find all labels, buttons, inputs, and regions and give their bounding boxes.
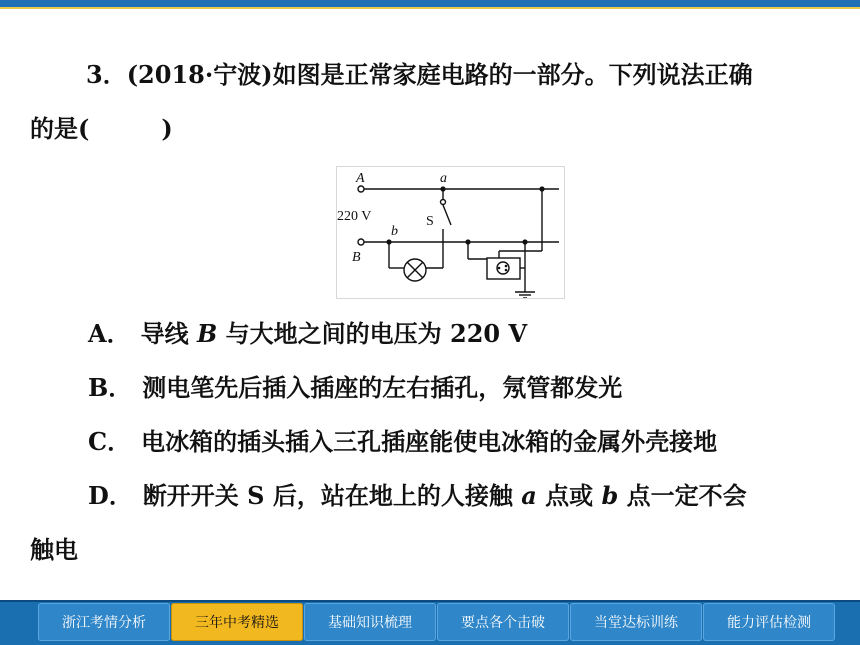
label-a: a — [440, 171, 447, 186]
question-paren-close: ) — [161, 114, 173, 143]
option-d-text-1: 断开开关 S 后，站在地上的人接触 — [142, 481, 522, 510]
switch-blade — [443, 205, 451, 225]
option-a[interactable] — [88, 314, 527, 349]
label-B: B — [352, 250, 361, 265]
option-b-label: B． — [88, 373, 133, 402]
option-d-var-b: b — [601, 481, 619, 510]
label-A: A — [356, 171, 365, 186]
option-c-label: C． — [88, 427, 132, 456]
option-b[interactable] — [88, 368, 622, 403]
option-b-text: 测电笔先后插入插座的左右插孔，氖管都发光 — [142, 373, 623, 402]
tab-key-points[interactable]: 要点各个击破 — [437, 603, 569, 641]
top-accent-stripe — [0, 7, 860, 9]
terminal-a-open — [358, 186, 364, 192]
option-a-text-1: 导线 — [140, 319, 197, 348]
option-d-continued: 触电 — [30, 535, 78, 564]
question-text: 如图是正常家庭电路的一部分。下列说法正确 — [272, 60, 753, 89]
question-text-cont: 的是( — [30, 114, 90, 143]
tab-zhejiang-analysis[interactable]: 浙江考情分析 — [38, 603, 170, 641]
tab-class-practice[interactable]: 当堂达标训练 — [570, 603, 702, 641]
option-c-text: 电冰箱的插头插入三孔插座能使电冰箱的金属外壳接地 — [141, 427, 718, 456]
option-d-var-a: a — [521, 481, 537, 510]
circuit-svg — [337, 167, 564, 298]
question-stem — [30, 48, 830, 156]
option-a-label: A． — [88, 319, 131, 348]
socket-symbol — [487, 258, 520, 279]
tab-three-year-exams[interactable]: 三年中考精选 — [171, 603, 303, 641]
tab-ability-test[interactable]: 能力评估检测 — [703, 603, 835, 641]
option-c[interactable] — [88, 422, 717, 457]
option-d-text-2: 点或 — [536, 481, 602, 510]
option-a-var: B — [196, 319, 218, 348]
option-d[interactable] — [88, 476, 747, 511]
option-a-text-2: 与大地之间的电压为 220 V — [217, 319, 528, 348]
terminal-b-open — [358, 239, 364, 245]
label-voltage: 220 V — [337, 209, 372, 224]
option-d-text-3: 点一定不会 — [618, 481, 747, 510]
question-number: 3． — [86, 60, 127, 89]
circuit-diagram — [336, 166, 565, 299]
question-source: (2018·宁波) — [126, 60, 273, 89]
label-S: S — [426, 214, 434, 229]
top-accent-bar — [0, 0, 860, 7]
question-line-2 — [30, 102, 830, 156]
tab-basic-knowledge[interactable]: 基础知识梳理 — [304, 603, 436, 641]
question-line-1 — [30, 48, 830, 102]
footer-divider — [0, 600, 860, 602]
label-b: b — [391, 224, 398, 239]
option-d-label: D． — [88, 481, 133, 510]
